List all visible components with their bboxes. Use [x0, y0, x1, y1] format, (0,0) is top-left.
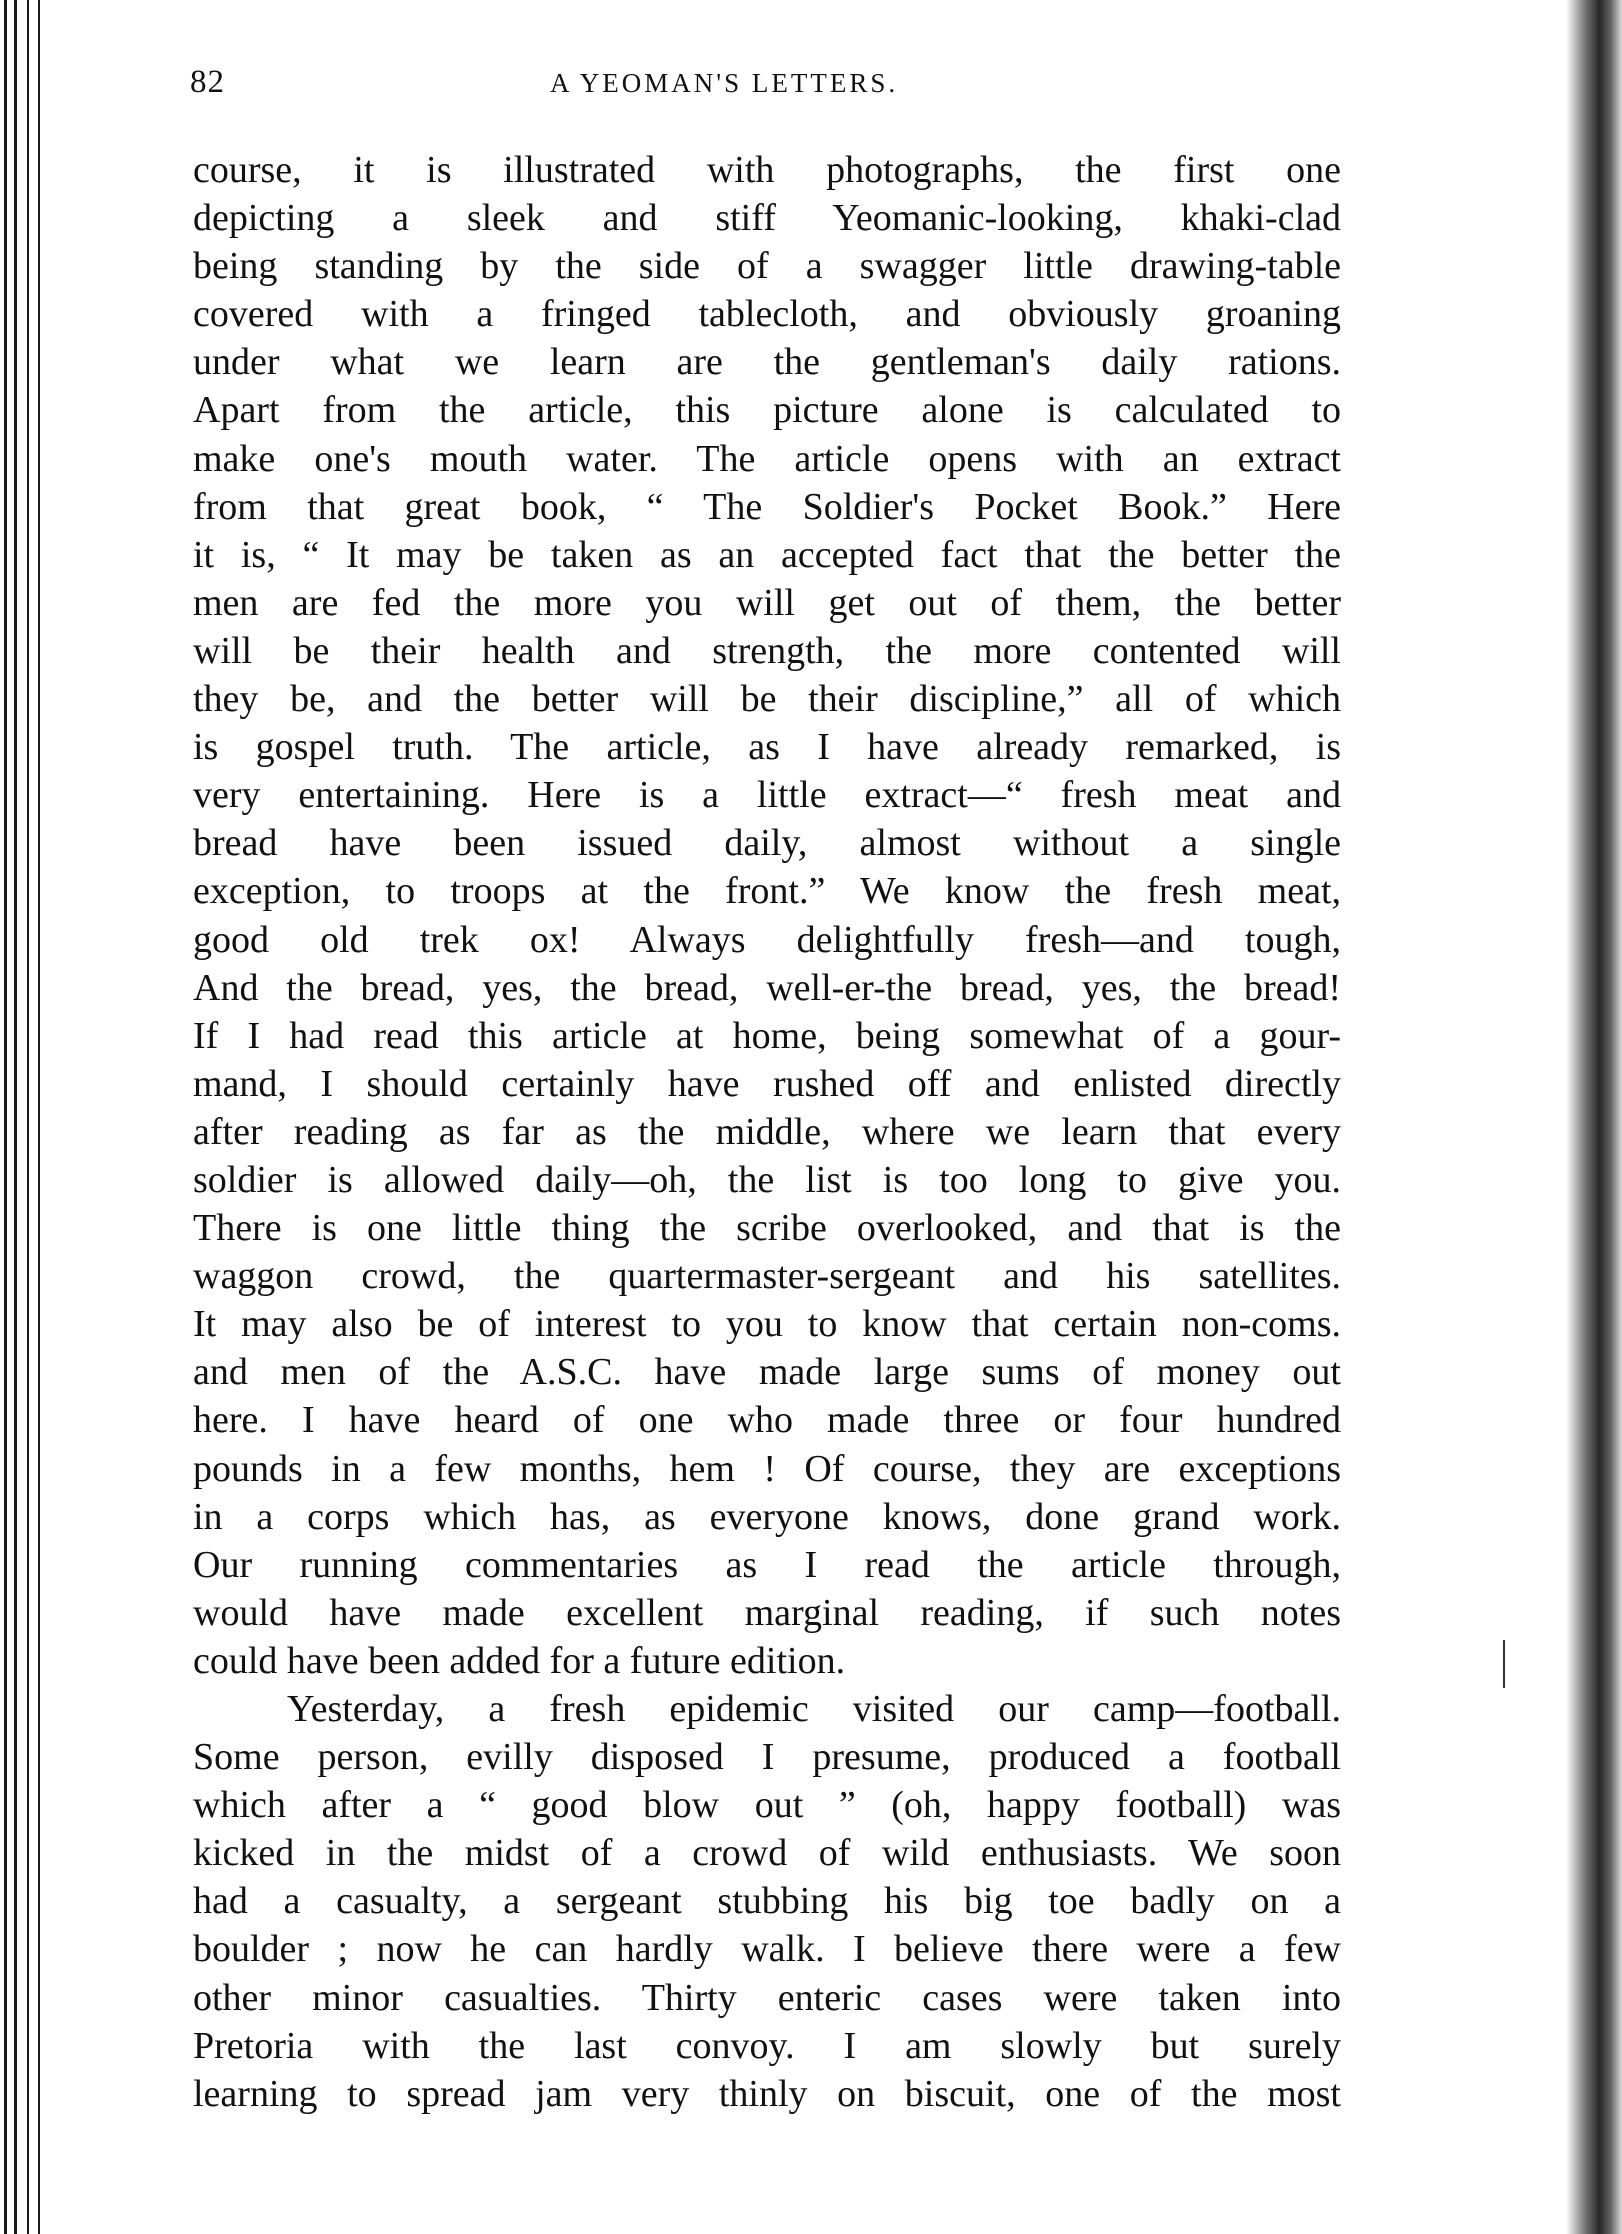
- text-line: pounds in a few months, hem ! Of course, they are exceptions: [193, 1447, 1341, 1490]
- text-line: good old trek ox! Always delightfully fresh—and tough,: [193, 918, 1341, 961]
- text-line: bread have been issued daily, almost without a single: [193, 822, 1341, 865]
- text-line: Our running commentaries as I read the article through,: [193, 1543, 1341, 1586]
- text-line: Apart from the article, this picture alone is calculated to: [193, 389, 1341, 432]
- text-line: will be their health and strength, the more contented will: [193, 629, 1341, 672]
- text-line: And the bread, yes, the bread, well-er-the bread, yes, the bread!: [193, 966, 1341, 1009]
- text-line: very entertaining. Here is a little extract—“ fresh meat and: [193, 774, 1341, 817]
- binding-rule: [38, 0, 40, 2234]
- binding-rule: [4, 0, 7, 2234]
- text-line: after reading as far as the middle, where we learn that every: [193, 1110, 1341, 1153]
- text-line: had a casualty, a sergeant stubbing his big toe badly on a: [193, 1880, 1341, 1923]
- text-line: from that great book, “ The Soldier's Pocket Book.” Here: [193, 485, 1341, 528]
- text-line: men are fed the more you will get out of them, the better: [193, 581, 1341, 624]
- body-text: [193, 146, 1341, 2118]
- text-line: course, it is illustrated with photographs, the first one: [193, 149, 1341, 191]
- text-line: being standing by the side of a swagger little drawing-table: [193, 245, 1341, 288]
- binding-rule: [27, 0, 29, 2234]
- binding-rule: [14, 0, 17, 2234]
- text-line: If I had read this article at home, being somewhat of a gour-: [193, 1014, 1341, 1057]
- running-title: A YEOMAN'S LETTERS.: [550, 68, 899, 98]
- text-line: in a corps which has, as everyone knows, done grand work.: [193, 1495, 1341, 1538]
- text-line: depicting a sleek and stiff Yeomanic-looking, khaki-clad: [193, 197, 1341, 240]
- text-line: exception, to troops at the front.” We know the fresh meat,: [193, 870, 1341, 913]
- text-line: and men of the A.S.C. have made large sums of money out: [193, 1351, 1341, 1394]
- text-line: kicked in the midst of a crowd of wild enthusiasts. We soon: [193, 1832, 1341, 1875]
- text-line: mand, I should certainly have rushed off and enlisted directly: [193, 1062, 1341, 1105]
- text-line: Some person, evilly disposed I presume, produced a football: [193, 1736, 1341, 1779]
- page-edge-mark: [1503, 1640, 1505, 1688]
- text-line: is gospel truth. The article, as I have already remarked, is: [193, 726, 1341, 769]
- paragraph-start-line: Yesterday, a fresh epidemic visited our camp—football.: [287, 1688, 1341, 1730]
- text-line: here. I have heard of one who made three or four hundred: [193, 1399, 1341, 1442]
- text-line: make one's mouth water. The article opens with an extract: [193, 437, 1341, 480]
- paragraph-end-line: could have been added for a future edition.: [193, 1639, 846, 1682]
- text-line: which after a “ good blow out ” (oh, happy football) was: [193, 1784, 1341, 1827]
- text-line: soldier is allowed daily—oh, the list is too long to give you.: [193, 1158, 1341, 1201]
- text-line: would have made excellent marginal reading, if such notes: [193, 1591, 1341, 1634]
- text-line: learning to spread jam very thinly on biscuit, one of the most: [193, 2072, 1341, 2115]
- text-line: It may also be of interest to you to know that certain non-coms.: [193, 1303, 1341, 1346]
- text-line: they be, and the better will be their discipline,” all of which: [193, 678, 1341, 721]
- text-line: There is one little thing the scribe overlooked, and that is the: [193, 1207, 1341, 1250]
- text-line: under what we learn are the gentleman's daily rations.: [193, 341, 1341, 384]
- running-head: [190, 64, 1340, 114]
- text-line: covered with a fringed tablecloth, and obviously groaning: [193, 293, 1341, 336]
- text-line: it is, “ It may be taken as an accepted fact that the better the: [193, 533, 1341, 576]
- text-line: Pretoria with the last convoy. I am slowly but surely: [193, 2024, 1341, 2067]
- text-line: other minor casualties. Thirty enteric cases were taken into: [193, 1976, 1341, 2019]
- page-edge-shadow: [1566, 0, 1622, 2234]
- text-line: waggon crowd, the quartermaster-sergeant and his satellites.: [193, 1255, 1341, 1298]
- page-number: 82: [190, 64, 225, 100]
- text-line: boulder ; now he can hardly walk. I believe there were a few: [193, 1928, 1341, 1971]
